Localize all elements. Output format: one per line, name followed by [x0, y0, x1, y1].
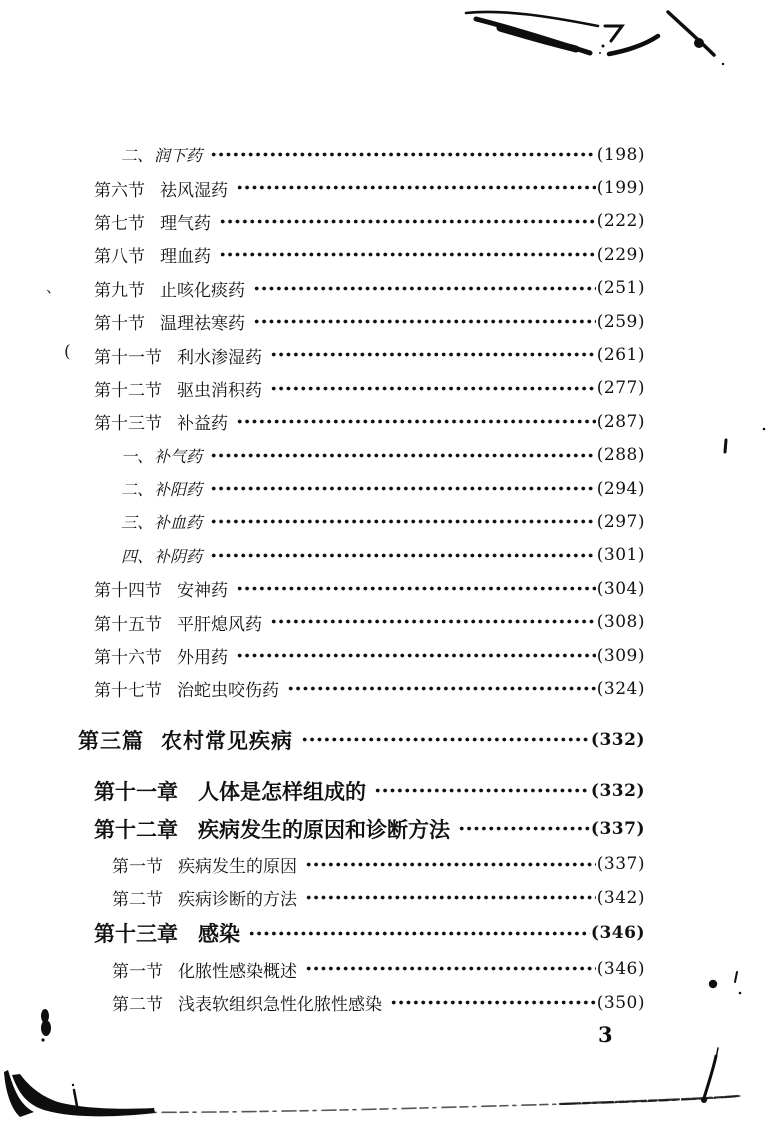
- page-edge-stroke-icon: [716, 1048, 718, 1058]
- toc-entry: [94, 405, 645, 438]
- toc-entry: [94, 338, 645, 371]
- page-number: 3: [598, 1022, 613, 1047]
- entry-title: 平肝熄风药: [177, 614, 262, 634]
- dot-leader: [253, 272, 596, 305]
- dot-leader: [210, 138, 596, 171]
- entry-number: 二、: [121, 482, 154, 500]
- entry-title: 安神药: [177, 581, 228, 601]
- dot-leader: [236, 405, 596, 438]
- entry-number: 第一节: [112, 961, 163, 981]
- entry-title: 驱虫消积药: [177, 380, 262, 400]
- entry-number: 第十六节: [94, 648, 162, 668]
- entry-title: 润下药: [154, 148, 203, 166]
- dot-leader: [236, 171, 596, 204]
- corner-blob-icon: [4, 1070, 34, 1117]
- scan-edge-line-icon: [60, 1096, 740, 1112]
- entry-title: 祛风湿药: [160, 180, 228, 200]
- entry-number: 第十二节: [94, 380, 162, 400]
- dot-leader: [219, 205, 596, 238]
- entry-page: (346): [590, 923, 645, 944]
- toc-entry: [112, 881, 645, 914]
- toc-entry: [94, 305, 645, 338]
- dot-leader: [270, 372, 596, 405]
- entry-page: (297): [596, 511, 645, 532]
- entry-page: (288): [596, 445, 645, 466]
- toc-entry: [121, 505, 645, 538]
- entry-number: 第二节: [112, 995, 163, 1014]
- entry-number: 第一节: [112, 856, 163, 876]
- toc-entry: [94, 672, 645, 705]
- toc-entry: [94, 772, 645, 810]
- ink-speck-icon: [701, 1097, 707, 1103]
- entry-page: (324): [596, 678, 645, 699]
- entry-page: (229): [596, 244, 645, 265]
- entry-page: (261): [596, 345, 645, 366]
- entry-page: (301): [596, 545, 645, 566]
- dot-leader: [305, 848, 596, 881]
- toc-entry: [94, 272, 645, 305]
- toc-entry: [121, 539, 645, 572]
- entry-page: (251): [596, 278, 645, 299]
- entry-number: 四、: [121, 548, 154, 566]
- toc-entry: [94, 372, 645, 405]
- entry-number: 第十四节: [94, 581, 162, 601]
- dot-leader: [210, 439, 596, 472]
- ink-mark-icon: [74, 1090, 77, 1106]
- entry-page: (337): [590, 818, 645, 839]
- toc-entry: [94, 914, 645, 952]
- page-edge-stroke-icon: [704, 1056, 716, 1098]
- entry-number: 第十一节: [94, 347, 162, 367]
- entry-number: 第十七节: [94, 681, 162, 701]
- ink-blob-icon: [41, 1038, 44, 1041]
- toc-entry: [94, 171, 645, 204]
- toc-entry: [78, 718, 645, 762]
- toc-entry: [94, 810, 645, 848]
- dot-leader: [236, 572, 596, 605]
- entry-number: 第十五节: [94, 614, 162, 634]
- entry-title: 疾病发生的原因和诊断方法: [198, 818, 450, 842]
- scan-edge-line-icon: [560, 1096, 738, 1104]
- entry-page: (222): [596, 211, 645, 232]
- dot-leader: [305, 881, 596, 914]
- entry-title: 补益药: [177, 414, 228, 434]
- entry-page: (337): [596, 854, 645, 875]
- toc-entry: [112, 848, 645, 881]
- toc-entry: [94, 572, 645, 605]
- dot-leader: [270, 605, 596, 638]
- ink-blob-icon: [41, 1020, 51, 1036]
- dot-leader: [210, 472, 596, 505]
- toc-entry: [121, 138, 645, 171]
- dot-leader: [210, 539, 596, 572]
- toc-entry: [112, 986, 645, 1019]
- entry-title: 浅表软组织急性化脓性感染: [178, 995, 382, 1014]
- entry-title: 疾病诊断的方法: [178, 890, 297, 910]
- entry-title: 补气药: [154, 448, 203, 466]
- dot-leader: [374, 772, 590, 810]
- entry-page: (309): [596, 645, 645, 666]
- entry-number: 第三篇: [78, 729, 144, 753]
- stray-ink-tick: 、: [46, 279, 62, 296]
- toc-entry: [94, 238, 645, 271]
- toc-entry: [121, 472, 645, 505]
- dot-leader: [253, 305, 596, 338]
- corner-blob-icon: [12, 1074, 155, 1116]
- ink-speck-icon: [72, 1084, 74, 1086]
- entry-title: 止咳化痰药: [160, 280, 245, 300]
- toc-entry: [112, 952, 645, 985]
- dot-leader: [270, 338, 596, 371]
- entry-title: 农村常见疾病: [161, 729, 293, 753]
- dot-leader: [248, 914, 590, 952]
- toc-entry: [94, 639, 645, 672]
- stray-paren-mark: (: [64, 342, 71, 362]
- dot-leader: [236, 639, 596, 672]
- dot-leader: [390, 986, 596, 1019]
- dot-leader: [458, 810, 590, 848]
- entry-page: (332): [590, 729, 645, 750]
- entry-title: 感染: [198, 923, 240, 947]
- dot-leader: [305, 952, 596, 985]
- entry-page: (304): [596, 578, 645, 599]
- entry-title: 疾病发生的原因: [178, 856, 297, 876]
- entry-title: 理气药: [160, 213, 211, 233]
- entry-page: (346): [596, 959, 645, 980]
- entry-title: 理血药: [160, 247, 211, 267]
- entry-number: 一、: [121, 448, 154, 466]
- entry-number: 第七节: [94, 213, 145, 233]
- entry-page: (294): [596, 478, 645, 499]
- dot-leader: [287, 672, 596, 705]
- entry-page: (342): [596, 887, 645, 908]
- entry-number: 第十二章: [94, 818, 178, 842]
- entry-page: (199): [596, 178, 645, 199]
- entry-title: 治蛇虫咬伤药: [177, 681, 279, 701]
- entry-title: 补阳药: [154, 482, 203, 500]
- toc-entry: [121, 439, 645, 472]
- entry-title: 化脓性感染概述: [178, 961, 297, 981]
- dot-leader: [219, 238, 596, 271]
- entry-title: 人体是怎样组成的: [198, 780, 366, 804]
- entry-page: (332): [590, 780, 645, 801]
- entry-page: (350): [596, 992, 645, 1013]
- entry-title: 利水渗湿药: [177, 347, 262, 367]
- entry-number: 第十三章: [94, 923, 178, 947]
- entry-number: 第九节: [94, 280, 145, 300]
- entry-page: (308): [596, 612, 645, 633]
- dot-leader: [301, 718, 590, 762]
- entry-number: 第十节: [94, 314, 145, 334]
- entry-title: 补阴药: [154, 548, 203, 566]
- entry-page: (198): [596, 144, 645, 165]
- entry-number: 第六节: [94, 180, 145, 200]
- entry-page: (259): [596, 311, 645, 332]
- entry-number: 第十一章: [94, 780, 178, 804]
- entry-number: 第十三节: [94, 414, 162, 434]
- entry-number: 三、: [121, 515, 154, 533]
- entry-title: 外用药: [177, 648, 228, 668]
- entry-title: 补血药: [154, 515, 203, 533]
- entry-title: 温理祛寒药: [160, 314, 245, 334]
- entry-number: 第八节: [94, 247, 145, 267]
- dot-leader: [210, 505, 596, 538]
- toc-entry: [94, 605, 645, 638]
- toc-entry: [94, 205, 645, 238]
- entry-number: 二、: [121, 148, 154, 166]
- entry-page: (277): [596, 378, 645, 399]
- entry-page: (287): [596, 411, 645, 432]
- entry-number: 第二节: [112, 890, 163, 910]
